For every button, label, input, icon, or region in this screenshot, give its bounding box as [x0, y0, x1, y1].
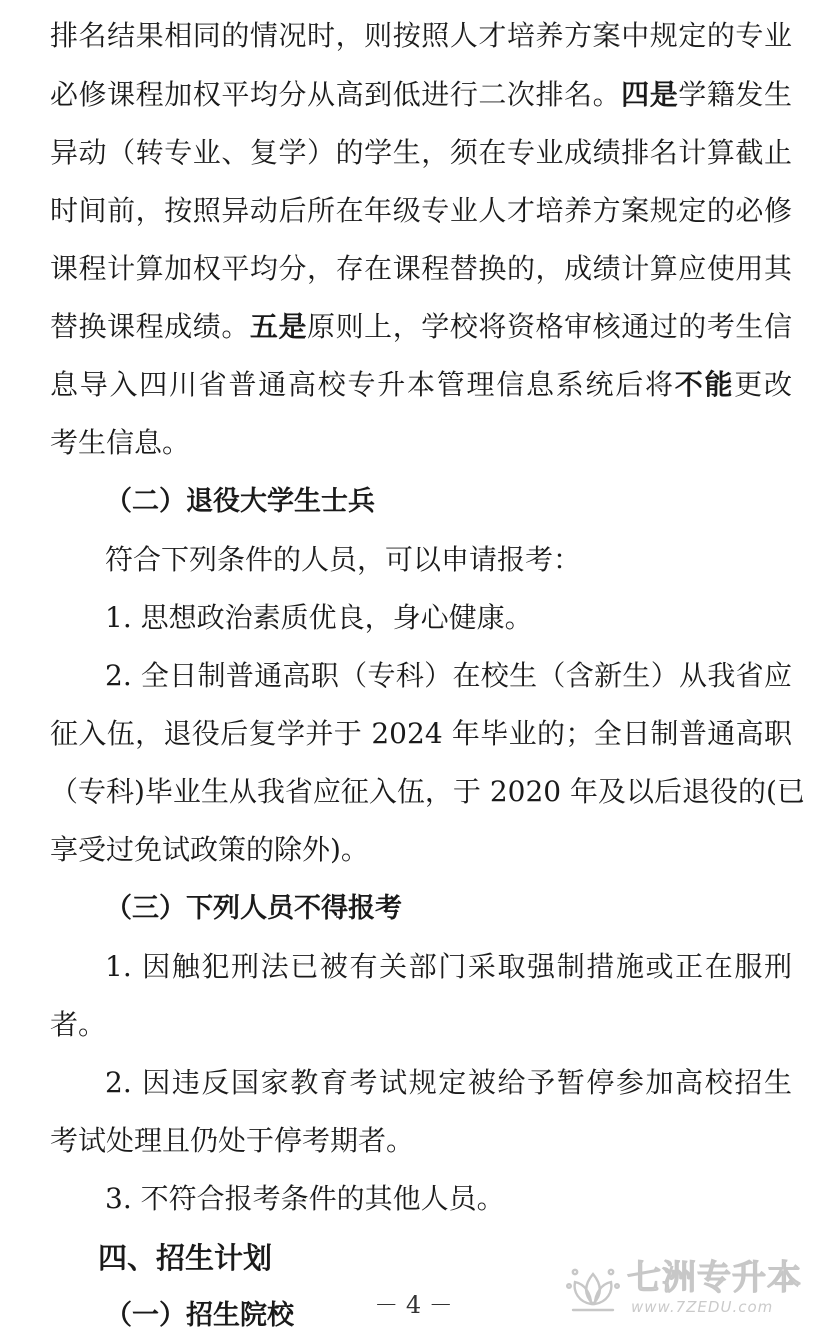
bold-run: 四是: [621, 78, 679, 111]
section-heading: （一）招生院校: [105, 1300, 294, 1331]
text-line: [50, 309, 792, 345]
text-run: 更改: [734, 368, 792, 401]
chapter-heading: 四、招生计划: [98, 1241, 273, 1275]
text-run: 原则上，学校将资格审核通过的考生信: [307, 310, 792, 343]
text-run: 学籍发生: [678, 78, 792, 111]
section-heading: （三）下列人员不得报考: [105, 893, 402, 924]
text-line: 时间前，按照异动后所在年级专业人才培养方案规定的必修: [50, 194, 792, 227]
list-item: 1. 因触犯刑法已被有关部门采取强制措施或正在服刑: [105, 950, 792, 983]
watermark: [565, 1254, 820, 1324]
watermark-url: www.7ZEDU.com: [631, 1298, 774, 1316]
text-run: 替换课程成绩。: [50, 310, 250, 343]
text-line: （专科)毕业生从我省应征入伍，于 2020 年及以后退役的(已: [50, 775, 805, 808]
list-item: 3. 不符合报考条件的其他人员。: [105, 1182, 505, 1215]
text-line: 考生信息。: [50, 426, 191, 459]
bold-run: 五是: [249, 310, 308, 343]
text-run: 息导入四川省普通高校专升本管理信息系统后将: [50, 368, 675, 401]
bold-run: 不能: [674, 368, 735, 401]
list-item: 2. 因违反国家教育考试规定被给予暂停参加高校招生: [105, 1066, 792, 1099]
watermark-brand: 七洲专升本: [627, 1258, 802, 1298]
text-line: 异动（转专业、复学）的学生，须在专业成绩排名计算截止: [50, 136, 792, 169]
text-run: 必修课程加权平均分从高到低进行二次排名。: [50, 78, 622, 111]
page-number: － 4 －: [374, 1291, 453, 1319]
text-line: 课程计算加权平均分，存在课程替换的，成绩计算应使用其: [50, 252, 792, 285]
text-line: [50, 77, 792, 113]
section-heading: （二）退役大学生士兵: [105, 486, 375, 517]
text-line: 享受过免试政策的除外)。: [50, 833, 369, 866]
list-item: 2. 全日制普通高职（专科）在校生（含新生）从我省应: [105, 659, 792, 692]
text-line: 考试处理且仍处于停考期者。: [50, 1124, 415, 1157]
lotus-logo-icon: [565, 1260, 621, 1316]
text-line: 符合下列条件的人员，可以申请报考：: [105, 543, 582, 576]
text-line: [50, 367, 792, 403]
text-line: 排名结果相同的情况时，则按照人才培养方案中规定的专业: [50, 19, 792, 52]
list-item: 1. 思想政治素质优良，身心健康。: [105, 601, 533, 634]
text-line: 征入伍，退役后复学并于 2024 年毕业的；全日制普通高职: [50, 717, 792, 750]
text-line: 者。: [50, 1008, 107, 1041]
